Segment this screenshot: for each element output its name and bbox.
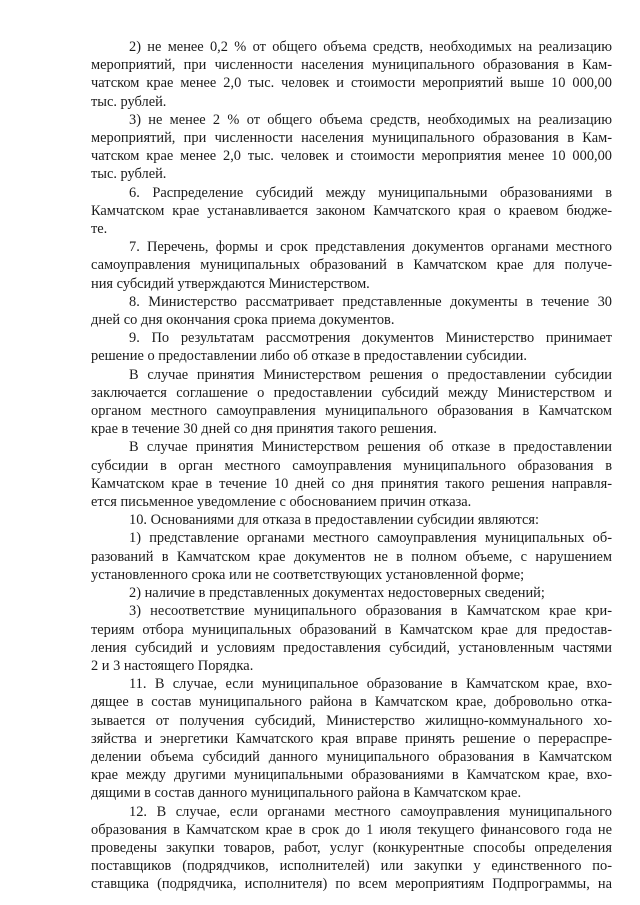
paragraph: [91, 329, 612, 365]
text-line: разований в Камчатском крае документов не в полном объеме, с нарушением: [91, 548, 612, 565]
text-line: В случае принятия Министерством решения о предоставлении субсидии: [129, 366, 612, 383]
paragraph: [91, 38, 612, 111]
paragraph: [91, 111, 612, 184]
text-line: чатском крае менее 2,0 тыс. человек и стоимости мероприятия менее 10 000,00: [91, 148, 612, 165]
text-line: дящее в состав муниципального района в Камчатском крае, добровольно отка-: [91, 694, 612, 711]
text-line: Камчатском крае в течение 10 дней со дня принятия такого решения направля-: [91, 475, 612, 492]
text-line: 11. В случае, если муниципальное образование в Камчатском крае, вхо-: [129, 676, 612, 693]
paragraph: [91, 529, 612, 584]
text-line: те.: [91, 221, 108, 238]
text-line: 2) не менее 0,2 % от общего объема средств, необходимых на реализацию: [129, 39, 612, 55]
text-line: решение о предоставлении либо об отказе в предоставлении субсидии.: [91, 348, 527, 365]
text-line: субсидии в орган местного самоуправления муниципального образования в: [91, 457, 612, 474]
text-line: ется письменное уведомление с обоснованием причин отказа.: [91, 494, 472, 511]
text-line: тыс. рублей.: [91, 93, 167, 110]
text-line: дней со дня окончания срока приема документов.: [91, 312, 395, 329]
text-line: ставщика (подрядчика, исполнителя) по всем мероприятиям Подпрограммы, на: [91, 876, 612, 893]
text-line: териям отбора муниципальных образований в Камчатском крае для предостав-: [91, 621, 612, 638]
text-line: поставщиков (подрядчиков, исполнителей) или закупки у единственного по-: [91, 858, 612, 875]
text-line: Камчатском крае устанавливается законом Камчатского края о краевом бюдже-: [91, 202, 612, 219]
text-line: 2) наличие в представленных документах недостоверных сведений;: [129, 585, 545, 602]
text-line: 9. По результатам рассмотрения документов Министерство принимает: [129, 330, 612, 347]
text-line: зяйства и энергетики Камчатского края вправе принять решение о перераспре-: [91, 730, 612, 747]
text-line: 7. Перечень, формы и срок представления документов органами местного: [129, 239, 612, 256]
paragraph: [91, 803, 612, 894]
text-line: мероприятий, при численности населения муниципального образования в Кам-: [91, 57, 612, 74]
text-line: 2 и 3 настоящего Порядка.: [91, 657, 254, 674]
paragraph: [91, 238, 612, 293]
text-line: ления субсидий и условиям предоставления субсидий, установленным частями: [91, 639, 612, 656]
text-line: 12. В случае, если органами местного самоуправления муниципального: [129, 803, 612, 820]
text-line: делении объема субсидий данного муниципального образования в Камчатском: [91, 748, 612, 765]
text-line: 8. Министерство рассматривает представленные документы в течение 30: [129, 293, 612, 310]
paragraph: [91, 602, 612, 675]
text-line: проведены закупки товаров, работ, услуг (конкурентные способы определения: [91, 839, 612, 856]
paragraph: [91, 293, 612, 329]
text-line: зывается от получения субсидий, Министерство жилищно-коммунального хо-: [91, 712, 612, 729]
text-line: чатском крае менее 2,0 тыс. человек и стоимости мероприятий выше 10 000,00: [91, 75, 612, 92]
document-body: [91, 38, 612, 894]
text-line: образования в Камчатском крае в срок до 1 июля текущего финансового года не: [91, 821, 612, 838]
text-line: крае в течение 30 дней со дня принятия такого решения.: [91, 421, 437, 438]
text-line: заключается соглашение о предоставлении субсидий между Министерством и: [91, 384, 612, 401]
text-line: 10. Основаниями для отказа в предоставлении субсидии являются:: [129, 512, 539, 529]
text-line: 3) не менее 2 % от общего объема средств, необходимых на реализацию: [129, 111, 612, 128]
text-line: 1) представление органами местного самоуправления муниципальных об-: [129, 530, 612, 547]
text-line: 3) несоответствие муниципального образования в Камчатском крае кри-: [129, 603, 612, 620]
paragraph: [91, 184, 612, 239]
paragraph: [91, 511, 612, 529]
text-line: органом местного самоуправления муниципального образования в Камчатском: [91, 403, 612, 420]
text-line: установленного срока или не соответствующих установленной форме;: [91, 566, 525, 583]
text-line: мероприятий, при численности населения муниципального образования в Кам-: [91, 130, 612, 147]
text-line: 6. Распределение субсидий между муниципальными образованиями в: [129, 184, 612, 201]
text-line: самоуправления муниципальных образований в Камчатском крае для получе-: [91, 257, 612, 274]
paragraph: [91, 366, 612, 439]
paragraph: [91, 584, 612, 602]
text-line: тыс. рублей.: [91, 166, 167, 183]
text-line: ния субсидий утверждаются Министерством.: [91, 275, 370, 292]
paragraph: [91, 675, 612, 802]
paragraph: [91, 438, 612, 511]
text-line: дящими в состав данного муниципального района в Камчатском крае.: [91, 785, 522, 802]
text-line: крае между другими муниципальными образованиями в Камчатском крае, вхо-: [91, 767, 612, 784]
text-line: В случае принятия Министерством решения об отказе в предоставлении: [129, 439, 612, 456]
